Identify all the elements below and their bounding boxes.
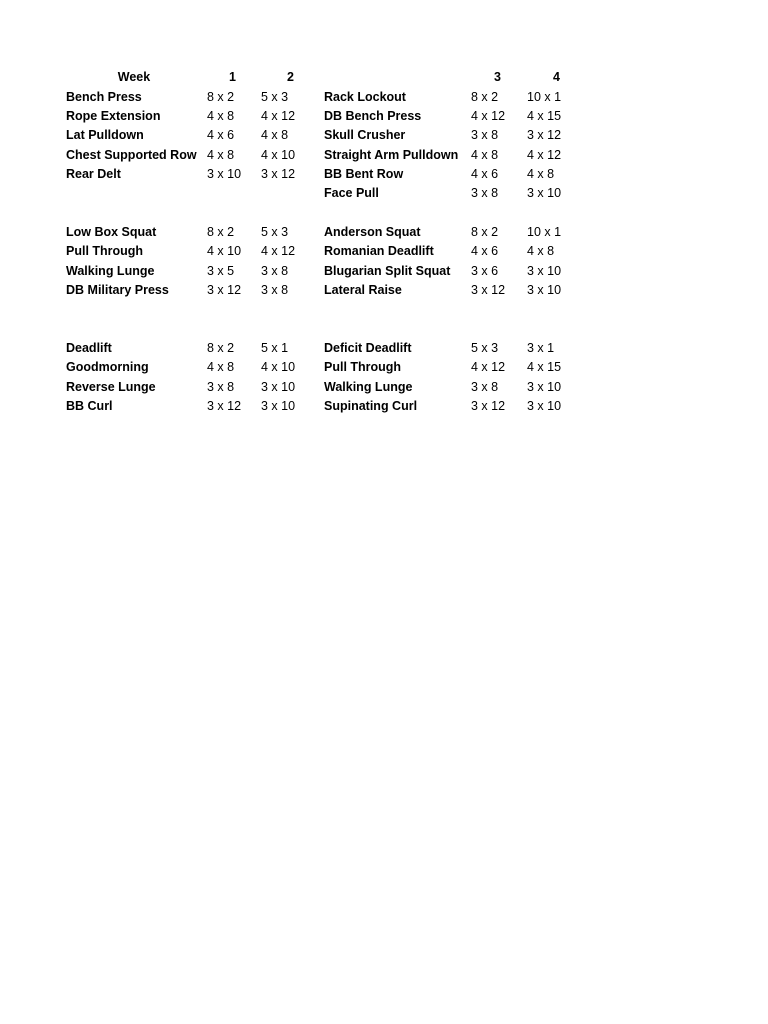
week-3-sets: 5 x 3	[471, 341, 499, 355]
week-1-sets: 4 x 8	[207, 360, 235, 374]
table-row	[0, 339, 768, 358]
week-1-sets: 8 x 2	[207, 341, 235, 355]
week-2-sets: 4 x 8	[261, 128, 289, 142]
exercise-name: Goodmorning	[66, 360, 149, 374]
week-4-sets: 4 x 8	[527, 167, 555, 181]
week-1-sets: 4 x 8	[207, 148, 235, 162]
week-2-sets: 5 x 3	[261, 90, 289, 104]
exercise-name: Deadlift	[66, 341, 112, 355]
week-4-sets: 10 x 1	[527, 225, 562, 239]
exercise-name: Chest Supported Row	[66, 148, 197, 162]
table-row	[0, 281, 768, 300]
week-1-sets: 3 x 12	[207, 283, 242, 297]
week-2-sets: 4 x 10	[261, 360, 296, 374]
exercise-name: Blugarian Split Squat	[324, 264, 451, 278]
week-1-sets: 3 x 12	[207, 399, 242, 413]
week-3-sets: 3 x 6	[471, 264, 499, 278]
week-3-sets: 4 x 8	[471, 148, 499, 162]
table-row	[0, 165, 768, 184]
week-3-sets: 3 x 8	[471, 128, 499, 142]
week-3-sets: 4 x 6	[471, 244, 499, 258]
table-row	[0, 88, 768, 107]
week-2-sets: 5 x 1	[261, 341, 289, 355]
week-4-header: 4	[553, 70, 560, 84]
table-row	[0, 378, 768, 397]
week-1-sets: 4 x 8	[207, 109, 235, 123]
week-2-sets: 3 x 10	[261, 380, 296, 394]
week-2-sets: 3 x 10	[261, 399, 296, 413]
week-1-sets: 4 x 10	[207, 244, 242, 258]
exercise-name: Supinating Curl	[324, 399, 418, 413]
week-3-header: 3	[494, 70, 501, 84]
exercise-name: Face Pull	[324, 186, 379, 200]
week-1-sets: 3 x 8	[207, 380, 235, 394]
week-3-sets: 3 x 12	[471, 399, 506, 413]
exercise-name: Walking Lunge	[324, 380, 413, 394]
week-4-sets: 3 x 12	[527, 128, 562, 142]
week-3-sets: 3 x 8	[471, 380, 499, 394]
week-4-sets: 3 x 1	[527, 341, 555, 355]
week-4-sets: 10 x 1	[527, 90, 562, 104]
week-1-sets: 3 x 10	[207, 167, 242, 181]
week-3-sets: 8 x 2	[471, 90, 499, 104]
exercise-name: Rear Delt	[66, 167, 121, 181]
exercise-name: Romanian Deadlift	[324, 244, 434, 258]
exercise-name: BB Bent Row	[324, 167, 404, 181]
table-row	[0, 262, 768, 281]
week-2-sets: 3 x 8	[261, 283, 289, 297]
week-2-header: 2	[287, 70, 294, 84]
exercise-name: Bench Press	[66, 90, 142, 104]
table-row	[0, 126, 768, 145]
exercise-name: Deficit Deadlift	[324, 341, 412, 355]
week-4-sets: 4 x 15	[527, 109, 562, 123]
table-row	[0, 223, 768, 242]
week-3-sets: 3 x 8	[471, 186, 499, 200]
exercise-name: Straight Arm Pulldown	[324, 148, 459, 162]
week-4-sets: 3 x 10	[527, 264, 562, 278]
week-2-sets: 5 x 3	[261, 225, 289, 239]
exercise-name: Rope Extension	[66, 109, 161, 123]
week-3-sets: 4 x 12	[471, 360, 506, 374]
exercise-name: Anderson Squat	[324, 225, 421, 239]
week-4-sets: 3 x 10	[527, 399, 562, 413]
week-3-sets: 3 x 12	[471, 283, 506, 297]
exercise-name: DB Military Press	[66, 283, 169, 297]
exercise-name: Walking Lunge	[66, 264, 155, 278]
week-header-row	[0, 68, 768, 87]
table-row	[0, 397, 768, 416]
exercise-name: Skull Crusher	[324, 128, 406, 142]
week-3-sets: 4 x 6	[471, 167, 499, 181]
table-row	[0, 146, 768, 165]
exercise-name: DB Bench Press	[324, 109, 422, 123]
week-4-sets: 3 x 10	[527, 186, 562, 200]
table-row	[0, 358, 768, 377]
week-3-sets: 8 x 2	[471, 225, 499, 239]
week-2-sets: 3 x 12	[261, 167, 296, 181]
week-3-sets: 4 x 12	[471, 109, 506, 123]
exercise-name: Reverse Lunge	[66, 380, 156, 394]
week-2-sets: 3 x 8	[261, 264, 289, 278]
week-2-sets: 4 x 12	[261, 109, 296, 123]
table-row	[0, 242, 768, 261]
table-row	[0, 107, 768, 126]
exercise-name: Rack Lockout	[324, 90, 406, 104]
exercise-name: Low Box Squat	[66, 225, 157, 239]
week-4-sets: 3 x 10	[527, 283, 562, 297]
week-4-sets: 4 x 8	[527, 244, 555, 258]
exercise-name: BB Curl	[66, 399, 113, 413]
week-1-sets: 4 x 6	[207, 128, 235, 142]
week-2-sets: 4 x 12	[261, 244, 296, 258]
exercise-name: Pull Through	[66, 244, 144, 258]
week-label: Week	[117, 70, 151, 84]
exercise-name: Lateral Raise	[324, 283, 402, 297]
week-1-sets: 8 x 2	[207, 90, 235, 104]
week-1-sets: 8 x 2	[207, 225, 235, 239]
week-2-sets: 4 x 10	[261, 148, 296, 162]
table-row	[0, 184, 768, 203]
week-1-header: 1	[229, 70, 236, 84]
exercise-name: Lat Pulldown	[66, 128, 144, 142]
exercise-name: Pull Through	[324, 360, 402, 374]
week-1-sets: 3 x 5	[207, 264, 235, 278]
week-4-sets: 4 x 15	[527, 360, 562, 374]
week-4-sets: 3 x 10	[527, 380, 562, 394]
week-4-sets: 4 x 12	[527, 148, 562, 162]
